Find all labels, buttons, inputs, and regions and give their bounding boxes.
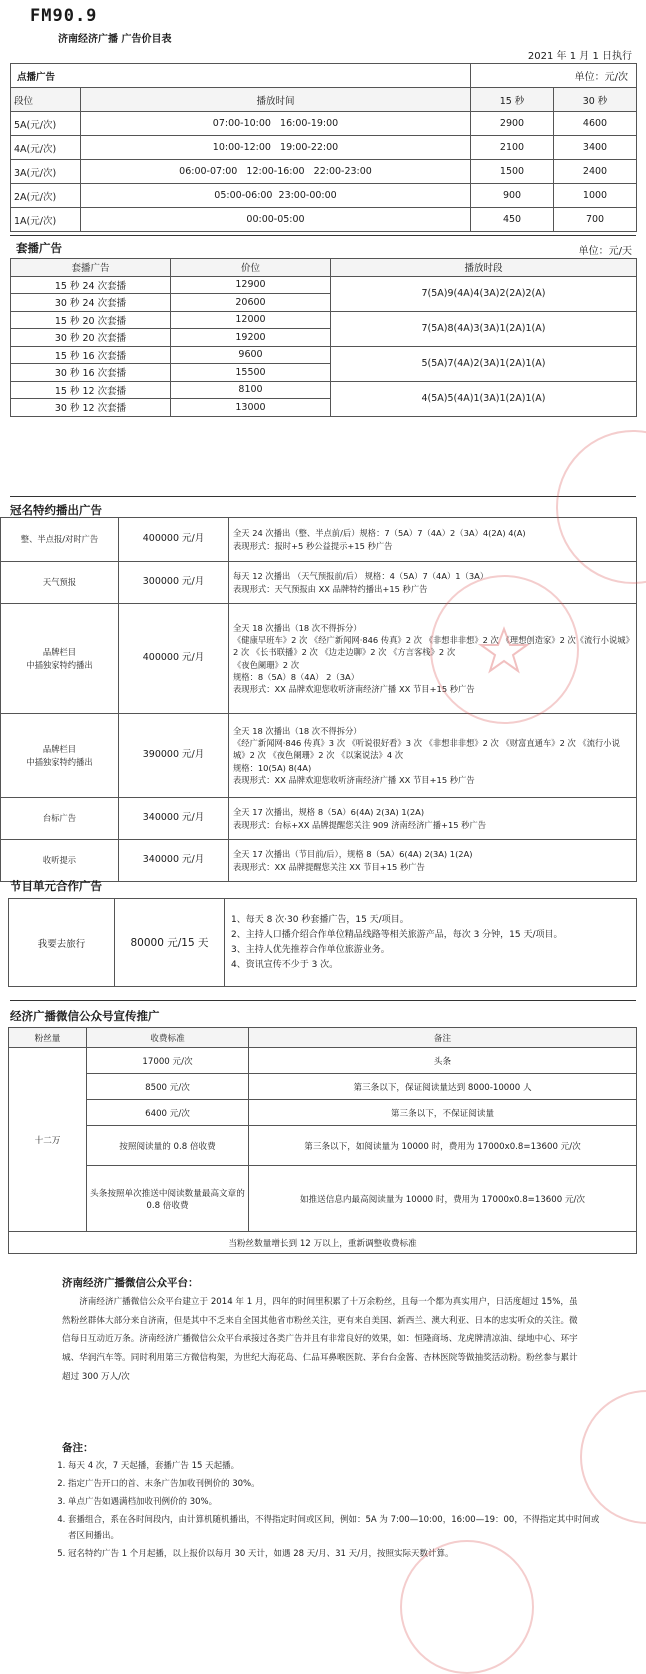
table-row — [1, 714, 637, 798]
price-30s-cell: 3400 — [554, 136, 637, 160]
title-ad-price: 340000 元/月 — [119, 840, 229, 882]
title-ads-table — [0, 517, 637, 882]
package-price-cell: 8100 — [171, 381, 331, 399]
table-row — [1, 518, 637, 562]
note-cell: 第三条以下，如阅读量为 10000 时，费用为 17000x0.8=13600 元/次 — [249, 1126, 637, 1166]
note-item: 2. 指定广告开口的首、末条广告加收刊例价的 30%。 — [68, 1476, 602, 1492]
column-header: 套播广告 — [11, 259, 171, 277]
fee-cell: 17000 元/次 — [87, 1048, 249, 1074]
spot-ads-unit: 单位：元/次 — [471, 64, 637, 88]
package-ads-title: 套播广告 — [16, 241, 62, 255]
price-15s-cell: 900 — [471, 184, 554, 208]
package-name-cell: 30 秒 16 次套播 — [11, 364, 171, 382]
price-15s-cell: 1500 — [471, 160, 554, 184]
table-row — [11, 160, 637, 184]
fee-cell: 按照阅读量的 0.8 倍收费 — [87, 1126, 249, 1166]
fee-cell: 头条按照单次推送中阅读数量最高文章的 0.8 倍收费 — [87, 1166, 249, 1232]
package-name-cell: 15 秒 24 次套播 — [11, 276, 171, 294]
note-cell: 头条 — [249, 1048, 637, 1074]
time-cell: 05:00-06:00 23:00-00:00 — [81, 184, 471, 208]
title-ads-title: 冠名特约播出广告 — [10, 503, 102, 517]
level-cell: 2A(元/次) — [11, 184, 81, 208]
package-price-cell: 19200 — [171, 329, 331, 347]
table-row — [9, 1166, 637, 1232]
note-cell: 第三条以下，保证阅读量达到 8000-10000 人 — [249, 1074, 637, 1100]
package-slot-cell: 7(5A)9(4A)4(3A)2(2A)2(A) — [331, 276, 637, 311]
table-row — [9, 1048, 637, 1074]
level-cell: 1A(元/次) — [11, 208, 81, 232]
platform-body: 济南经济广播微信公众平台建立于 2014 年 1 月，四年的时间里积累了十万余粉丝，且每一个都为真实用户，日活度超过 15%，虽然粉丝群体大部分来自济南，但是其中不乏来自全国其他省市粉丝关注，更有来自美国、新西兰、澳大利亚、日本的忠实听众的关注。微信每日互动近万条。济南经济广播微信公众平台承接过各类广告并且有非常良好的效果，如：恒隆商场、龙虎牌清凉油、绿地中心、环宇城、华润汽车等。同时利用第三方微信构架，为世纪大海花岛、仁品耳鼻喉医院、茅台台金酱、杏林医院等做抽奖活动粉。粉丝参与累计超过 300 万人/次 — [62, 1296, 578, 1382]
package-name-cell: 30 秒 24 次套播 — [11, 294, 171, 312]
document-subtitle: 济南经济广播 广告价目表 — [58, 34, 172, 45]
title-ad-price: 390000 元/月 — [119, 714, 229, 798]
note-item: 5. 冠名特约广告 1 个月起播，以上报价以每月 30 天计，如遇 28 天/月、31 天/月，按照实际天数计算。 — [68, 1546, 602, 1562]
title-ad-description — [229, 840, 637, 882]
table-row — [11, 381, 637, 399]
platform-title: 济南经济广播微信公众平台： — [62, 1277, 199, 1289]
description-line: 表现形式：天气预报由 XX 品牌特约播出+15 秒广告 — [233, 583, 428, 594]
notes-title: 备注： — [62, 1442, 94, 1454]
table-row — [9, 1074, 637, 1100]
table-row — [1, 840, 637, 882]
package-price-cell: 9600 — [171, 346, 331, 364]
section-divider — [10, 496, 636, 497]
section-divider — [10, 235, 636, 236]
title-ad-name: 天气预报 — [1, 562, 119, 604]
package-price-cell: 20600 — [171, 294, 331, 312]
column-header: 收费标准 — [87, 1028, 249, 1048]
program-item: 2、主持人口播介绍合作单位精品线路等相关旅游产品，每次 3 分钟，15 天/项目。 — [231, 929, 563, 940]
title-ad-name: 整、半点报/对时广告 — [1, 518, 119, 562]
column-header: 播放时间 — [81, 88, 471, 112]
description-line: 表现形式：XX 品牌提醒您关注 XX 节目+15 秒广告 — [233, 861, 425, 872]
package-name-cell: 15 秒 16 次套播 — [11, 346, 171, 364]
note-item: 4. 套播组合，系在各时间段内，由计算机随机播出，不得指定时间或区间，例如：5A 为 7:00—10:00，16:00—19：00，不得指定其中时间或者区间播出。 — [68, 1512, 602, 1544]
level-cell: 5A(元/次) — [11, 112, 81, 136]
description-line: 《健康早班车》2 次 《经广新闻网·846 传真》2 次 《非想非非想》2 次 《理想创造家》2 次《流行小说城》2 次 《长书联播》2 次 《边走边聊》2 次 《方言客栈》2 次 — [233, 634, 630, 658]
package-price-cell: 15500 — [171, 364, 331, 382]
spot-ads-table — [10, 63, 637, 232]
column-header: 价位 — [171, 259, 331, 277]
table-row — [9, 1126, 637, 1166]
program-item: 4、资讯宣传不少于 3 次。 — [231, 959, 339, 970]
package-name-cell: 30 秒 20 次套播 — [11, 329, 171, 347]
package-price-cell: 12900 — [171, 276, 331, 294]
title-ad-description — [229, 604, 637, 714]
program-item: 3、主持人优先推荐合作单位旅游业务。 — [231, 944, 390, 955]
package-name-cell: 15 秒 12 次套播 — [11, 381, 171, 399]
table-row — [1, 798, 637, 840]
time-cell: 07:00-10:00 16:00-19:00 — [81, 112, 471, 136]
program-price: 80000 元/15 天 — [115, 899, 225, 987]
program-item: 1、每天 8 次·30 秒套播广告，15 天/项目。 — [231, 914, 409, 925]
title-ad-description — [229, 518, 637, 562]
program-items — [225, 899, 637, 987]
description-line: 表现形式：XX 品牌欢迎您收听济南经济广播 XX 节目+15 秒广告 — [233, 774, 475, 785]
effective-date: 2021 年 1 月 1 日执行 — [527, 51, 632, 62]
note-cell: 如推送信息内最高阅读量为 10000 时，费用为 17000x0.8=13600 元/次 — [249, 1166, 637, 1232]
title-ad-name: 品牌栏目 中插独家特约播出 — [1, 714, 119, 798]
program-coop-table — [8, 898, 637, 987]
time-cell: 06:00-07:00 12:00-16:00 22:00-23:00 — [81, 160, 471, 184]
program-coop-title: 节目单元合作广告 — [10, 879, 102, 893]
title-ad-price: 340000 元/月 — [119, 798, 229, 840]
table-row — [11, 346, 637, 364]
title-ad-name: 收听提示 — [1, 840, 119, 882]
level-cell: 3A(元/次) — [11, 160, 81, 184]
note-cell: 第三条以下，不保证阅读量 — [249, 1100, 637, 1126]
time-cell: 00:00-05:00 — [81, 208, 471, 232]
description-line: 全天 24 次播出（整、半点前/后）规格：7（5A）7（4A）2（3A）4(2A) 4(A) — [233, 528, 526, 539]
table-row — [1, 604, 637, 714]
fee-cell: 6400 元/次 — [87, 1100, 249, 1126]
price-30s-cell: 2400 — [554, 160, 637, 184]
wechat-title: 经济广播微信公众号宣传推广 — [10, 1009, 160, 1023]
package-ads-unit: 单位：元/天 — [578, 246, 632, 257]
table-footer-row — [9, 1232, 637, 1254]
description-line: 《经广新闻网·846 传真》3 次 《听说很好看》3 次 《非想非非想》2 次 《财富直通车》2 次 《流行小说城》2 次 《夜色阑珊》2 次 《以案说法》4 次 — [233, 738, 620, 761]
price-15s-cell: 2100 — [471, 136, 554, 160]
table-row — [11, 276, 637, 294]
title-ad-description — [229, 798, 637, 840]
table-row — [1, 562, 637, 604]
title-ad-description — [229, 562, 637, 604]
column-header: 15 秒 — [471, 88, 554, 112]
table-row — [11, 311, 637, 329]
program-name: 我要去旅行 — [9, 899, 115, 987]
package-name-cell: 15 秒 20 次套播 — [11, 311, 171, 329]
price-30s-cell: 4600 — [554, 112, 637, 136]
column-header: 段位 — [11, 88, 81, 112]
title-ad-description — [229, 714, 637, 798]
description-line: 表现形式：台标+XX 品牌提醒您关注 909 济南经济广播+15 秒广告 — [233, 819, 487, 830]
price-30s-cell: 1000 — [554, 184, 637, 208]
brand-title: FM90.9 — [30, 6, 98, 26]
title-ad-name: 品牌栏目 中插独家特约播出 — [1, 604, 119, 714]
table-row — [11, 208, 637, 232]
description-line: 每天 12 次播出 （天气预报前/后） 规格：4（5A）7（4A）1（3A） — [233, 571, 489, 582]
column-header: 粉丝量 — [9, 1028, 87, 1048]
fans-count: 十二万 — [9, 1048, 87, 1232]
package-slot-cell: 7(5A)8(4A)3(3A)1(2A)1(A) — [331, 311, 637, 346]
description-line: 全天 18 次播出（18 次不得拆分） — [233, 725, 362, 736]
note-item: 1. 每天 4 次，7 天起播，套播广告 15 天起播。 — [68, 1458, 602, 1474]
column-header: 30 秒 — [554, 88, 637, 112]
package-slot-cell: 5(5A)7(4A)2(3A)1(2A)1(A) — [331, 346, 637, 381]
table-row — [11, 112, 637, 136]
title-ad-price: 300000 元/月 — [119, 562, 229, 604]
description-line: 规格：8（5A）8（4A） 2（3A） — [233, 671, 360, 682]
description-line: 全天 17 次播出（节目前/后），规格 8（5A）6(4A) 2(3A) 1(2A) — [233, 849, 473, 860]
package-ads-table — [10, 258, 637, 417]
description-line: 《夜色阑珊》2 次 — [233, 659, 299, 670]
table-row — [9, 1100, 637, 1126]
package-price-cell: 12000 — [171, 311, 331, 329]
wechat-footer: 当粉丝数量增长到 12 万以上，重新调整收费标准 — [9, 1232, 637, 1254]
table-row — [11, 184, 637, 208]
notes-section — [42, 1440, 602, 1564]
description-line: 全天 18 次播出（18 次不得拆分） — [233, 622, 362, 633]
package-slot-cell: 4(5A)5(4A)1(3A)1(2A)1(A) — [331, 381, 637, 416]
note-item: 3. 单点广告如遇满档加收刊例价的 30%。 — [68, 1494, 602, 1510]
title-ad-name: 台标广告 — [1, 798, 119, 840]
section-divider — [10, 1000, 636, 1001]
wechat-table — [8, 1027, 637, 1254]
table-row — [9, 899, 637, 987]
table-row — [11, 136, 637, 160]
description-line: 表现形式：XX 品牌欢迎您收听济南经济广播 XX 节目+15 秒广告 — [233, 684, 475, 695]
fee-cell: 8500 元/次 — [87, 1074, 249, 1100]
spot-ads-title: 点播广告 — [11, 64, 471, 88]
price-30s-cell: 700 — [554, 208, 637, 232]
title-ad-price: 400000 元/月 — [119, 518, 229, 562]
price-15s-cell: 450 — [471, 208, 554, 232]
description-line: 全天 17 次播出，规格 8（5A）6(4A) 2(3A) 1(2A) — [233, 807, 425, 818]
package-name-cell: 30 秒 12 次套播 — [11, 399, 171, 417]
level-cell: 4A(元/次) — [11, 136, 81, 160]
column-header: 播放时段 — [331, 259, 637, 277]
package-price-cell: 13000 — [171, 399, 331, 417]
price-15s-cell: 2900 — [471, 112, 554, 136]
title-ad-price: 400000 元/月 — [119, 604, 229, 714]
platform-description — [62, 1274, 582, 1387]
column-header: 备注 — [249, 1028, 637, 1048]
time-cell: 10:00-12:00 19:00-22:00 — [81, 136, 471, 160]
description-line: 表现形式：报时+5 秒公益提示+15 秒广告 — [233, 540, 393, 551]
description-line: 规格：10(5A) 8(4A) — [233, 762, 312, 773]
